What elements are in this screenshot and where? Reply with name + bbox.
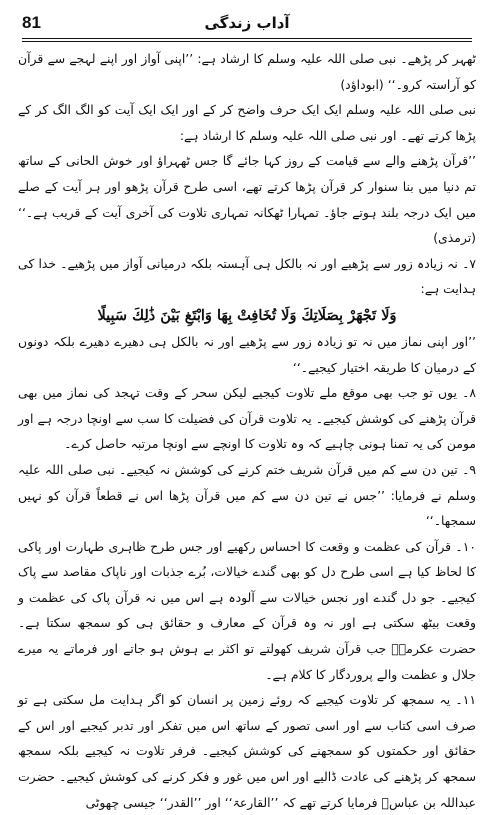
quran-verse: وَلَا تَجْهَرْ بِصَلَاتِكَ وَلَا تُخَافِتْ بِهَا وَابْتَغِ بَيْنَ ذَٰلِكَ سَبِيلًا [97,306,397,324]
paragraph: ’’قرآن پڑھنے والے سے قیامت کے روز کہا جائے گا جس ٹھہراؤ اور خوش الحانی کے ساتھ تم دنیا میں بنا سنوار کر قرآن پڑھا کرتے تھے، اسی طرح قرآن پڑھو اور ہر آیت کے صلے میں ایک درجہ بلند ہوتے جاؤ۔ تمہارا ٹھکانہ تمہاری تلاوت کی آخری آیت کے قریب ہے۔‘‘ (ترمذی) [18,153,476,246]
paragraph: ۱۱۔ یہ سمجھ کر تلاوت کیجیے کہ روئے زمین پر انسان کو اگر ہدایت مل سکتی ہے تو صرف اسی کتاب سے اور اسی تصور کے ساتھ اس میں تفکر اور تدبر کیجیے اور اس کے حقائق اور حکمتوں کو سمجھنے کی کوشش کیجیے۔ فرفر تلاوت نہ کیجیے بلکہ سمجھ سمجھ کر پڑھنے کی عادت ڈالیے اور اس میں غور و فکر کرنے کی کوشش کیجیے۔ حضرت عبداللہ بن عباسؓ فرمایا کرتے تھے کہ ’’القارعۃ‘‘ اور ’’القدر‘‘ جیسی چھوٹی [18,692,476,810]
paragraph: ۷۔ نہ زیادہ زور سے پڑھیے اور نہ بالکل ہی آہستہ بلکہ درمیانی آواز میں پڑھیے۔ خدا کی ہدایت ہے: [18,255,476,297]
paragraph: ۱۰۔ قرآن کی عظمت و وقعت کا احساس رکھیے اور جس طرح ظاہری طہارت اور پاکی کا لحاظ کیا ہے اسی طرح دل کو بھی گندے خیالات، بُرے جذبات اور ناپاک مقاصد سے پاک کیجیے۔ جو دل گندے اور نجس خیالات سے آلودہ ہے اس میں نہ قرآن پاک کی عظمت و وقعت بیٹھ سکتی ہے اور نہ وہ قرآن کے معارف و حقائق ہی کو سمجھ سکتا ہے۔ حضرت عکرمہؓ جب قرآن شریف کھولتے تو اکثر بے ہوش ہو جاتے اور فرماتے یہ میرے جلال و عظمت والے پروردگار کا کلام ہے۔ [18,538,476,682]
page-body [18,46,476,810]
running-header [22,10,472,36]
paragraph: ۸۔ یوں تو جب بھی موقع ملے تلاوت کیجیے لیکن سحر کے وقت تہجد کی نماز میں بھی قرآن پڑھنے کی کوشش کیجیے۔ یہ تلاوت قرآن کی فضیلت کا سب سے اونچا درجہ ہے اور مومن کی یہ تمنا ہونی چاہیے کہ وہ تلاوت کا اونچے سے اونچا مرتبہ حاصل کرے۔ [18,385,476,452]
paragraph: ٹھہر کر پڑھے۔ نبی صلی اللہ علیہ وسلم کا ارشاد ہے: ’’اپنی آواز اور اپنے لہجے سے قرآن کو آراستہ کرو۔‘‘ (ابوداؤد) [18,51,476,92]
header-rule [22,38,472,39]
header-rule-inner [22,41,472,42]
page-number: 81 [22,13,41,32]
paragraph: ۹۔ تین دن سے کم میں قرآن شریف ختم کرنے کی کوشش نہ کیجیے۔ نبی صلی اللہ علیہ وسلم نے فرمایا: ’’جس نے تین دن سے کم میں قرآن پڑھا اس نے قطعاً قرآن کو نہیں سمجھا۔‘‘ [18,461,476,529]
paragraph: ’’اور اپنی نماز میں نہ تو زیادہ زور سے پڑھیے اور نہ بالکل ہی دھیرے دھیرے بلکہ دونوں کے درمیان کا طریقہ اختیار کیجیے۔‘‘ [18,333,476,375]
paragraph: نبی صلی اللہ علیہ وسلم ایک ایک حرف واضح کر کے اور ایک ایک آیت کو الگ الگ کر کے پڑھا کرتے تھے۔ اور نبی صلی اللہ علیہ وسلم کا ارشاد ہے: [18,102,476,143]
book-title: آداب زندگی [204,14,290,32]
